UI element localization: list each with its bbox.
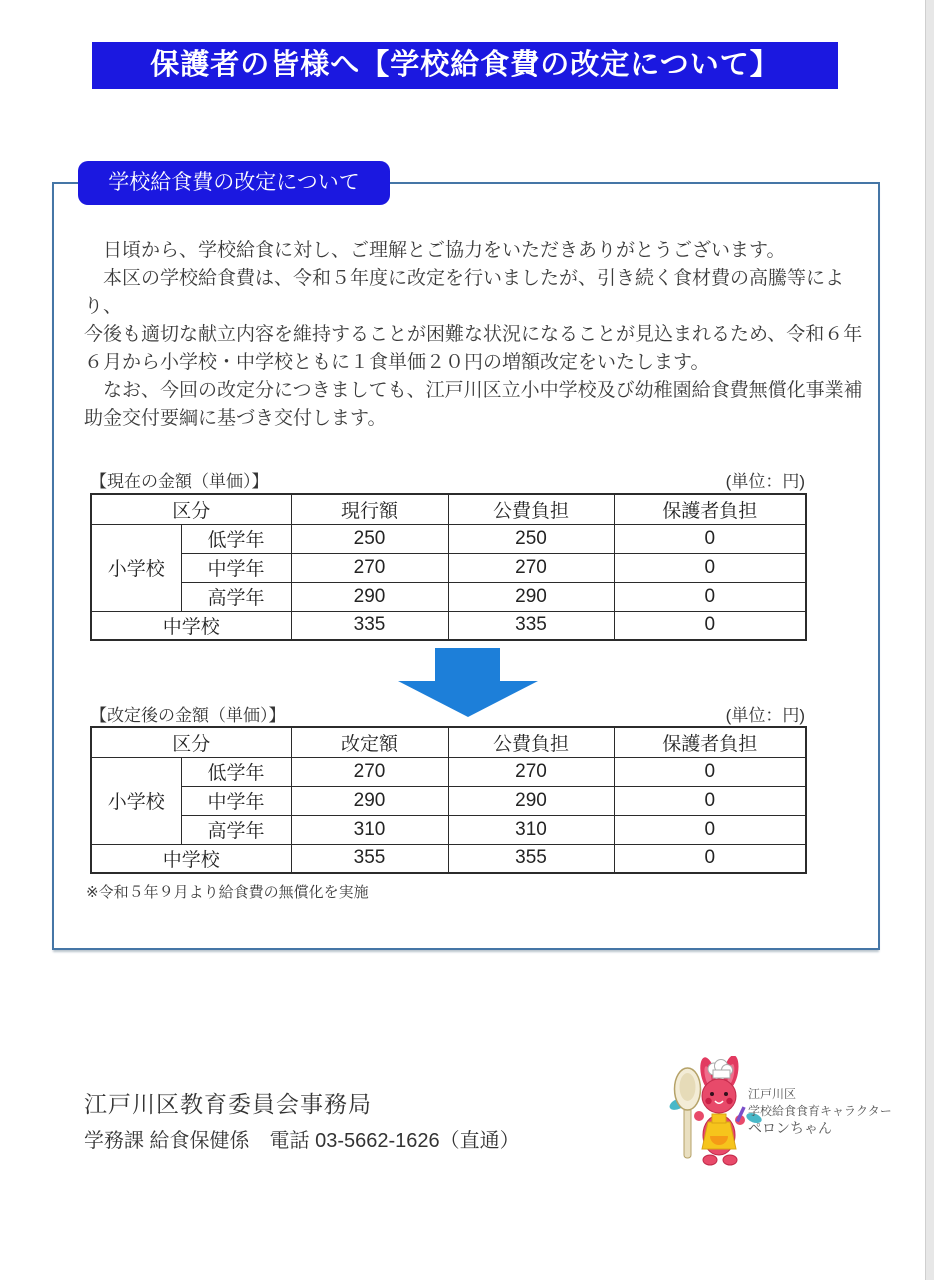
revised-table-caption-row [90,701,805,726]
mascot-caption-name: ペロンちゃん [748,1120,832,1136]
row-parent: 0 [614,582,806,611]
footer-department-phone: 学務課 給食保健係 電話 03-5662-1626（直通） [84,1130,520,1152]
row-parent: 0 [614,553,806,582]
mascot-caption-line: 学校給食食育キャラクター [748,1104,892,1118]
header-public: 公費負担 [448,494,614,524]
body-paragraph [84,237,866,433]
row-parent: 0 [614,524,806,553]
body-line: 日頃から、学校給食に対し、ご理解とご協力をいただきありがとうございます。 [84,240,786,261]
table-row [91,786,806,815]
header-amount: 現行額 [291,494,448,524]
section-label: 学校給食費の改定について [78,161,390,205]
row-label: 低学年 [181,524,291,553]
table-row [91,582,806,611]
row-parent: 0 [614,844,806,873]
row-parent: 0 [614,757,806,786]
row-public: 335 [448,611,614,640]
rabbit-head [702,1079,736,1113]
page-right-edge [925,0,934,1280]
row-amount: 270 [291,553,448,582]
row-amount: 270 [291,757,448,786]
row-label: 高学年 [181,815,291,844]
body-line: 今後も適切な献立内容を維持することが困難な状況になることが見込まれるため、令和６年 [84,324,863,345]
row-public: 355 [448,844,614,873]
header-parent: 保護者負担 [614,727,806,757]
header-parent: 保護者負担 [614,494,806,524]
row-label: 中学年 [181,786,291,815]
row-label: 高学年 [181,582,291,611]
current-table-caption: 【現在の金額（単価）】 [90,472,269,491]
row-public: 290 [448,582,614,611]
body-line: ６月から小学校・中学校ともに１食単価２０円の増額改定をいたします。 [84,352,710,373]
table-row [91,524,806,553]
table-row-junior [91,844,806,873]
header-public: 公費負担 [448,727,614,757]
group-elementary: 小学校 [91,757,181,844]
footer-organization: 江戸川区教育委員会事務局 [84,1091,372,1117]
table-header-row [91,494,806,524]
group-elementary: 小学校 [91,524,181,611]
row-amount: 290 [291,786,448,815]
body-line: なお、今回の改定分につきましても、江戸川区立小中学校及び幼稚園給食費無償化事業補 [84,380,863,401]
current-table-unit: (単位：円) [725,472,805,491]
group-junior: 中学校 [91,844,291,873]
table-row [91,757,806,786]
row-parent: 0 [614,611,806,640]
row-label: 中学年 [181,553,291,582]
current-price-table [90,493,807,641]
row-amount: 335 [291,611,448,640]
row-parent: 0 [614,815,806,844]
header-kubun: 区分 [91,727,291,757]
row-amount: 250 [291,524,448,553]
revised-table-caption: 【改定後の金額（単価）】 [90,706,286,725]
revised-table-unit: (単位：円) [725,706,805,725]
footnote: ※令和５年９月より給食費の無償化を実施 [86,884,369,901]
row-parent: 0 [614,786,806,815]
current-table-caption-row [90,467,805,492]
table-header-row [91,727,806,757]
header-kubun: 区分 [91,494,291,524]
row-public: 270 [448,553,614,582]
row-public: 250 [448,524,614,553]
title-banner: 保護者の皆様へ【学校給食費の改定について】 [92,42,838,89]
row-amount: 355 [291,844,448,873]
body-line: 本区の学校給食費は、令和５年度に改定を行いましたが、引き続く食材費の高騰等により、 [84,268,845,317]
table-row-junior [91,611,806,640]
mascot-caption-line: 江戸川区 [748,1087,797,1101]
row-public: 290 [448,786,614,815]
mascot-caption [748,1086,892,1137]
row-public: 310 [448,815,614,844]
row-amount: 310 [291,815,448,844]
row-public: 270 [448,757,614,786]
table-row [91,815,806,844]
row-label: 低学年 [181,757,291,786]
rabbit-body [694,1106,746,1165]
body-line: 助金交付要綱に基づき交付します。 [84,408,387,429]
revised-price-table [90,726,807,874]
table-row [91,553,806,582]
group-junior: 中学校 [91,611,291,640]
row-amount: 290 [291,582,448,611]
header-amount: 改定額 [291,727,448,757]
